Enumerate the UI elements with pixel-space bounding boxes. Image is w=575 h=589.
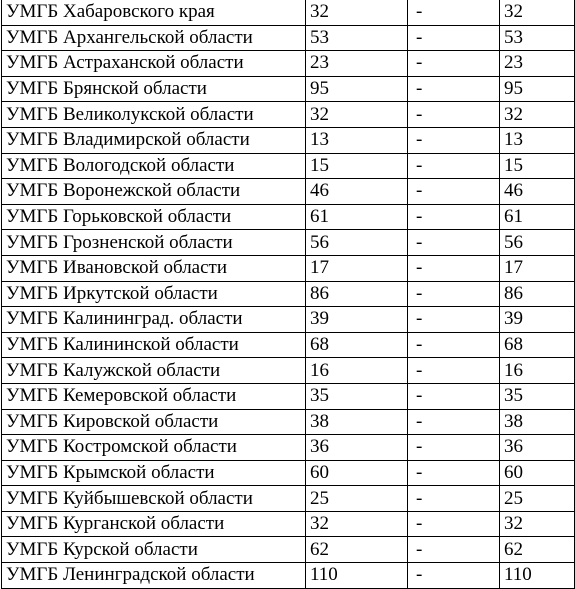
table-row xyxy=(2,179,575,205)
value-1-cell: 32 xyxy=(306,511,408,537)
value-2-cell: - xyxy=(408,358,500,384)
value-2-cell: - xyxy=(408,307,500,333)
value-1-cell: 17 xyxy=(306,255,408,281)
value-1-cell: 13 xyxy=(306,127,408,153)
region-name-cell: УМГБ Кемеровской области xyxy=(2,383,306,409)
value-2-cell: - xyxy=(408,127,500,153)
table-row xyxy=(2,383,575,409)
data-table xyxy=(1,0,575,589)
table-body xyxy=(2,0,575,588)
table-row xyxy=(2,102,575,128)
table-row xyxy=(2,25,575,51)
region-name-cell: УМГБ Хабаровского края xyxy=(2,0,306,25)
region-name-cell: УМГБ Астраханской области xyxy=(2,51,306,77)
value-1-cell: 68 xyxy=(306,332,408,358)
region-name-cell: УМГБ Костромской области xyxy=(2,435,306,461)
value-3-cell: 23 xyxy=(500,51,575,77)
value-2-cell: - xyxy=(408,563,500,589)
value-1-cell: 38 xyxy=(306,409,408,435)
table-row xyxy=(2,460,575,486)
table-row xyxy=(2,127,575,153)
value-3-cell: 68 xyxy=(500,332,575,358)
value-3-cell: 110 xyxy=(500,563,575,589)
value-2-cell: - xyxy=(408,281,500,307)
table-row xyxy=(2,230,575,256)
value-1-cell: 39 xyxy=(306,307,408,333)
value-2-cell: - xyxy=(408,460,500,486)
value-3-cell: 38 xyxy=(500,409,575,435)
value-1-cell: 61 xyxy=(306,204,408,230)
region-name-cell: УМГБ Курской области xyxy=(2,537,306,563)
value-2-cell: - xyxy=(408,511,500,537)
value-2-cell: - xyxy=(408,0,500,25)
value-3-cell: 17 xyxy=(500,255,575,281)
value-1-cell: 32 xyxy=(306,0,408,25)
table-row xyxy=(2,153,575,179)
region-name-cell: УМГБ Ленинградской области xyxy=(2,563,306,589)
region-name-cell: УМГБ Воронежской области xyxy=(2,179,306,205)
value-1-cell: 46 xyxy=(306,179,408,205)
value-3-cell: 16 xyxy=(500,358,575,384)
value-1-cell: 15 xyxy=(306,153,408,179)
value-3-cell: 95 xyxy=(500,76,575,102)
value-2-cell: - xyxy=(408,51,500,77)
region-name-cell: УМГБ Великолукской области xyxy=(2,102,306,128)
value-3-cell: 60 xyxy=(500,460,575,486)
value-2-cell: - xyxy=(408,25,500,51)
region-name-cell: УМГБ Владимирской области xyxy=(2,127,306,153)
value-2-cell: - xyxy=(408,409,500,435)
value-2-cell: - xyxy=(408,204,500,230)
region-name-cell: УМГБ Калининской области xyxy=(2,332,306,358)
table-row xyxy=(2,563,575,589)
table-row xyxy=(2,435,575,461)
value-2-cell: - xyxy=(408,76,500,102)
value-2-cell: - xyxy=(408,230,500,256)
value-3-cell: 86 xyxy=(500,281,575,307)
value-1-cell: 62 xyxy=(306,537,408,563)
value-3-cell: 32 xyxy=(500,511,575,537)
value-2-cell: - xyxy=(408,435,500,461)
value-1-cell: 36 xyxy=(306,435,408,461)
value-2-cell: - xyxy=(408,486,500,512)
region-name-cell: УМГБ Калужской области xyxy=(2,358,306,384)
table-row xyxy=(2,255,575,281)
region-name-cell: УМГБ Брянской области xyxy=(2,76,306,102)
value-3-cell: 35 xyxy=(500,383,575,409)
value-1-cell: 95 xyxy=(306,76,408,102)
value-2-cell: - xyxy=(408,537,500,563)
region-name-cell: УМГБ Куйбышевской области xyxy=(2,486,306,512)
value-2-cell: - xyxy=(408,102,500,128)
value-1-cell: 16 xyxy=(306,358,408,384)
value-2-cell: - xyxy=(408,179,500,205)
region-name-cell: УМГБ Иркутской области xyxy=(2,281,306,307)
table-row xyxy=(2,537,575,563)
value-1-cell: 60 xyxy=(306,460,408,486)
table-row xyxy=(2,204,575,230)
table-row xyxy=(2,511,575,537)
value-3-cell: 13 xyxy=(500,127,575,153)
value-3-cell: 56 xyxy=(500,230,575,256)
region-name-cell: УМГБ Горьковской области xyxy=(2,204,306,230)
value-3-cell: 36 xyxy=(500,435,575,461)
region-name-cell: УМГБ Курганской области xyxy=(2,511,306,537)
value-1-cell: 25 xyxy=(306,486,408,512)
value-2-cell: - xyxy=(408,332,500,358)
table-row xyxy=(2,51,575,77)
table-row xyxy=(2,76,575,102)
value-1-cell: 23 xyxy=(306,51,408,77)
value-1-cell: 32 xyxy=(306,102,408,128)
table-row xyxy=(2,0,575,25)
value-1-cell: 35 xyxy=(306,383,408,409)
value-2-cell: - xyxy=(408,383,500,409)
region-name-cell: УМГБ Архангельской области xyxy=(2,25,306,51)
value-3-cell: 46 xyxy=(500,179,575,205)
value-1-cell: 86 xyxy=(306,281,408,307)
value-3-cell: 15 xyxy=(500,153,575,179)
value-2-cell: - xyxy=(408,255,500,281)
value-3-cell: 32 xyxy=(500,0,575,25)
value-1-cell: 56 xyxy=(306,230,408,256)
value-3-cell: 61 xyxy=(500,204,575,230)
value-3-cell: 39 xyxy=(500,307,575,333)
value-3-cell: 32 xyxy=(500,102,575,128)
table-row xyxy=(2,486,575,512)
region-name-cell: УМГБ Грозненской области xyxy=(2,230,306,256)
table-row xyxy=(2,358,575,384)
region-name-cell: УМГБ Калининград. области xyxy=(2,307,306,333)
region-name-cell: УМГБ Крымской области xyxy=(2,460,306,486)
value-3-cell: 53 xyxy=(500,25,575,51)
value-3-cell: 25 xyxy=(500,486,575,512)
region-name-cell: УМГБ Вологодской области xyxy=(2,153,306,179)
table-row xyxy=(2,409,575,435)
value-3-cell: 62 xyxy=(500,537,575,563)
table-row xyxy=(2,281,575,307)
value-1-cell: 110 xyxy=(306,563,408,589)
region-name-cell: УМГБ Кировской области xyxy=(2,409,306,435)
value-1-cell: 53 xyxy=(306,25,408,51)
region-name-cell: УМГБ Ивановской области xyxy=(2,255,306,281)
value-2-cell: - xyxy=(408,153,500,179)
table-row xyxy=(2,332,575,358)
table-row xyxy=(2,307,575,333)
